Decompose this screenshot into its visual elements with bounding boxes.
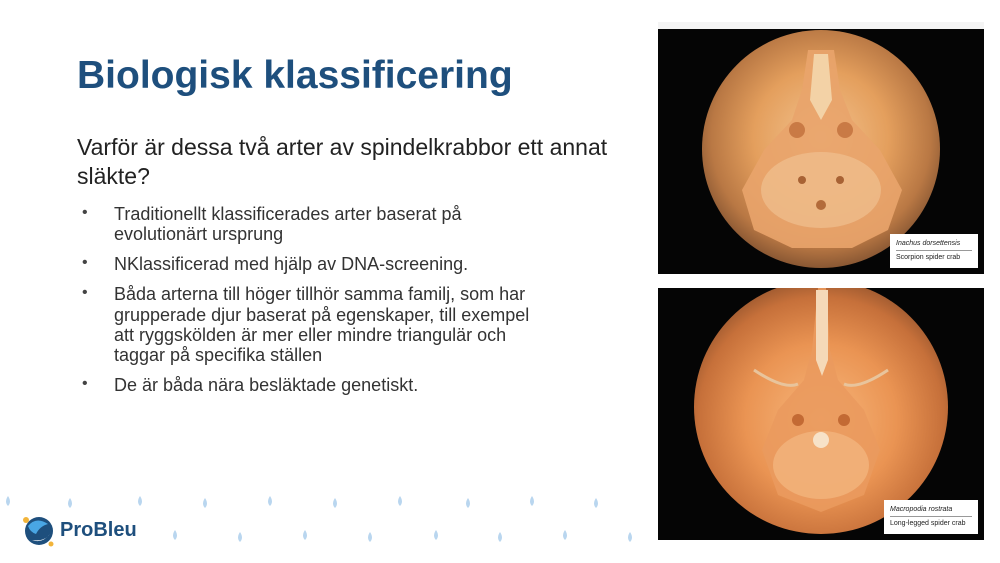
- long-legged-crab-illustration: [694, 288, 948, 534]
- species-latin-name: Macropodia rostrata: [890, 503, 972, 517]
- bullet-dot-icon: •: [82, 375, 88, 393]
- species-latin-name: Inachus dorsettensis: [896, 237, 972, 251]
- logo-text: ProBleu: [60, 519, 137, 541]
- bullet-text: NKlassificerad med hjälp av DNA-screening.: [114, 254, 469, 275]
- bullet-item: [82, 284, 542, 365]
- bullet-item: [82, 254, 542, 274]
- bullet-item: [82, 375, 542, 395]
- photo-top-strip: [658, 22, 984, 29]
- slide-subtitle: Varför är dessa två arter av spindelkrabbor ett annat släkte?: [77, 134, 608, 189]
- species-common-name: Scorpion spider crab: [896, 254, 961, 262]
- image-caption: [884, 500, 978, 534]
- crab-photo-scorpion: [658, 22, 984, 274]
- species-common-name: Long-legged spider crab: [890, 520, 966, 528]
- bullet-text: De är båda nära besläktade genetiskt.: [114, 375, 419, 396]
- bullet-dot-icon: •: [82, 284, 88, 302]
- bullet-text: Traditionellt klassificerades arter baserat på evolutionärt ursprung: [114, 204, 462, 245]
- bullet-dot-icon: •: [82, 204, 88, 221]
- bullet-item: [82, 204, 542, 244]
- bullet-text: Båda arterna till höger tillhör samma familj, som har grupperade djur baserat på egenskaper, till exempel att ryggskölden är mer eller mindre triangulär och taggar på specifika ställen: [114, 284, 530, 365]
- image-caption: [890, 234, 978, 268]
- bullet-dot-icon: •: [82, 254, 88, 272]
- bullet-list: [82, 204, 542, 405]
- slide-title: Biologisk klassificering: [77, 54, 513, 97]
- scorpion-crab-illustration: [702, 30, 940, 268]
- crab-photo-long-legged: [658, 288, 984, 540]
